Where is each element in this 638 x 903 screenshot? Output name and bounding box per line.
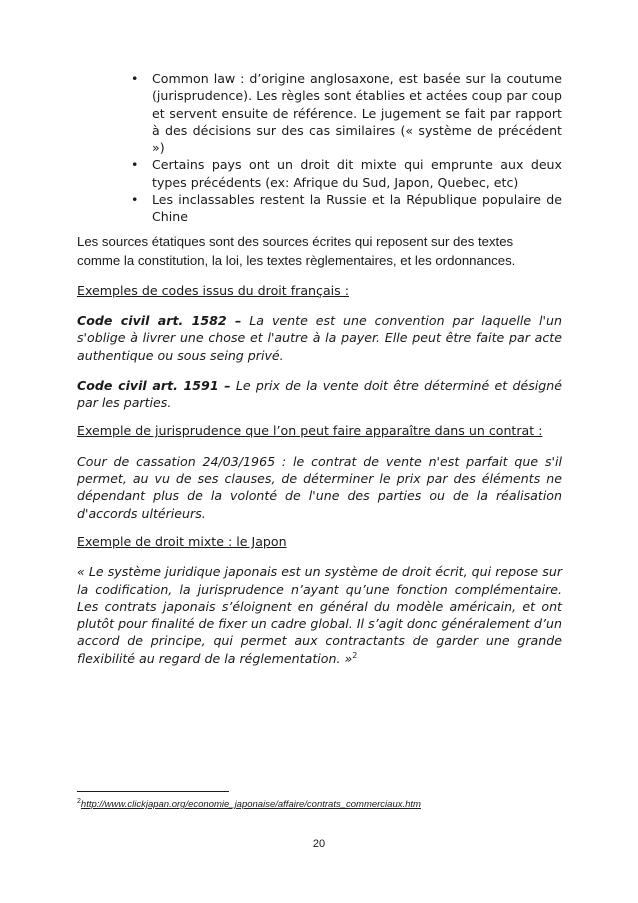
article-1582-text: La vente est une convention par laquelle l'un s'oblige à livrer une chose et l'autre à la payer. Elle peut être faite par acte authentique ou sous seing privé. [77,312,562,363]
article-1582-label: Code civil art. 1582 – [77,312,242,328]
footnote-separator [77,791,229,792]
list-item-droit-mixte: • Certains pays ont un droit dit mixte qui emprunte aux deux types précédents (ex: Afrique du Sud, Japon, Quebec, etc) [152,156,562,191]
page-content [77,70,562,667]
footnote [77,798,421,810]
list-item-inclassables: • Les inclassables restent la Russie et la République populaire de Chine [152,191,562,226]
legal-systems-list [77,70,562,226]
heading-mixte: Exemple de droit mixte : le Japon [77,533,287,549]
article-1591 [77,377,562,412]
heading-jurisprudence: Exemple de jurisprudence que l’on peut faire apparaître dans un contrat : [77,423,543,439]
article-1591-label: Code civil art. 1591 – [77,377,231,393]
article-1582 [77,312,562,364]
heading-codes: Exemples de codes issus du droit français : [77,282,349,298]
footnote-reference[interactable]: 2 [352,650,358,660]
footnote-link[interactable]: http://www.clickjapan.org/economie_japonaise/affaire/contrats_commerciaux.htm [80,799,421,811]
page-number: 20 [312,838,326,850]
japon-quote [77,563,562,667]
list-item-common-law: • Common law : d’origine anglosaxone, est basée sur la coutume (jurisprudence). Les règles sont établies et actées coup par coup et servent ensuite de référence. Le jugement se fait par rapport à des décisions sur des cas similaires (« système de précédent ») [152,70,562,156]
article-1591-text: Le prix de la vente doit être déterminé et désigné par les parties. [77,377,562,411]
footnote-number: 2 [77,798,81,805]
sources-paragraph: Les sources étatiques sont des sources écrites qui reposent sur des textes comme la constitution, la loi, les textes règlementaires, et les ordonnances. [77,233,516,269]
japon-quote-text: « Le système juridique japonais est un système de droit écrit, qui repose sur la codification, la jurisprudence n’ayant qu’une fonction complémentaire. Les contrats japonais s’éloignent en général du modèle américain, et ont plutôt pour finalité de fixer un cadre global. Il s’agit donc généralement d’un accord de principe, qui permet aux contractants de garder une grande flexibilité au regard de la réglementation. » [77,564,562,666]
jurisprudence-text: Cour de cassation 24/03/1965 : le contrat de vente n'est parfait que s'il permet, au vu de ses clauses, de déterminer le prix par des éléments ne dépendant plus de la volonté de l'une des parties ou de la réalisation d'accords ultérieurs. [77,453,562,521]
